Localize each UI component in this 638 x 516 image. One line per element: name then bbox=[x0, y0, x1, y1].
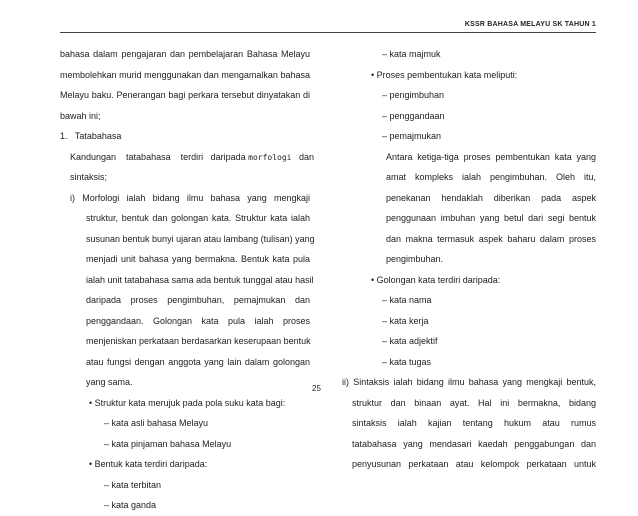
antara-line: penggunaan imbuhan yang betul dari segi bentuk bbox=[386, 213, 596, 223]
list-item: – kata tugas bbox=[382, 356, 432, 367]
bullet-bentuk: • Bentuk kata terdiri daripada: bbox=[89, 459, 208, 469]
kandungan-tail: dan bbox=[291, 151, 315, 162]
paragraph-line: bawah ini; bbox=[60, 110, 101, 121]
morfologi-line: i) Morfologi ialah bidang ilmu bahasa yang mengkaji bbox=[70, 192, 310, 203]
sintaksis-para-line: tatabahasa yang mendasari kaedah penggabungan dan bbox=[352, 438, 596, 449]
antara-line: amat kompleks ialah pengimbuhan. Oleh itu, bbox=[386, 172, 596, 182]
morfologi-line: susunan bentuk bunyi ujaran atau lambang (tulisan) yang bbox=[86, 233, 315, 244]
list-item: – kata adjektif bbox=[382, 336, 438, 346]
list-item: – pengimbuhan bbox=[382, 90, 445, 100]
antara-line: pengimbuhan. bbox=[386, 254, 444, 264]
antara-line: Antara ketiga-tiga proses pembentukan kata yang bbox=[386, 151, 596, 162]
list-item: – pemajmukan bbox=[382, 131, 442, 141]
paragraph-line: bahasa dalam pengajaran dan pembelajaran Bahasa Melayu bbox=[60, 49, 310, 59]
sintaksis-para-line: penyusunan perkataan atau kelompok perkataan untuk bbox=[352, 459, 596, 469]
antara-line: dan makna termasuk aspek baharu dalam proses bbox=[386, 233, 596, 244]
page-number: 25 bbox=[312, 384, 321, 393]
kandungan-line bbox=[60, 147, 315, 168]
bullet-proses: • Proses pembentukan kata meliputi: bbox=[371, 69, 518, 80]
list-item: – kata kerja bbox=[382, 315, 429, 326]
list-item: – kata ganda bbox=[104, 500, 157, 510]
left-column bbox=[60, 44, 315, 516]
morfologi-line: daripada proses pengimbuhan, pemajmukan dan bbox=[86, 295, 310, 305]
morfologi-line: ialah unit tatabahasa sama ada bentuk tunggal atau hasil bbox=[86, 274, 314, 285]
header-title: KSSR BAHASA MELAYU SK TAHUN 1 bbox=[464, 21, 596, 28]
list-item: – kata nama bbox=[382, 295, 432, 305]
sintaksis-para-line: ii) Sintaksis ialah bidang ilmu bahasa yang mengkaji bentuk, bbox=[342, 377, 596, 387]
morfologi-line: menjadi unit bahasa yang bermakna. Bentuk kata pula bbox=[86, 254, 310, 264]
morfologi-line: struktur, bentuk dan golongan kata. Struktur kata ialah bbox=[86, 213, 310, 223]
morfologi-line: yang sama. bbox=[86, 377, 133, 387]
morfologi-line: atau fungsi dengan anggota yang lain dalam golongan bbox=[86, 356, 310, 367]
list-item: – kata terbitan bbox=[104, 479, 162, 490]
antara-line: penekanan hendaklah diberikan pada aspek bbox=[386, 192, 596, 203]
sintaksis-para-line: struktur dan binaan ayat. Hal ini bermakna, bidang bbox=[352, 397, 596, 408]
list-item: – penggandaan bbox=[382, 110, 445, 121]
right-column bbox=[342, 44, 596, 475]
sintaksis-para-line: sintaksis ialah kajian tentang hukum atau rumus bbox=[352, 418, 596, 428]
list-item: – kata pinjaman bahasa Melayu bbox=[104, 438, 232, 449]
bullet-golongan: • Golongan kata terdiri daripada: bbox=[371, 274, 501, 285]
paragraph-line: membolehkan murid menggunakan dan mengamalkan bahasa bbox=[60, 69, 310, 80]
sintaksis-line: sintaksis; bbox=[70, 172, 108, 182]
morfologi-line: penggandaan. Golongan kata pula ialah proses bbox=[86, 315, 310, 326]
kandungan-text: Kandungan tatabahasa terdiri daripada bbox=[70, 151, 249, 162]
morfologi-line: menjeniskan perkataan berdasarkan keserupaan bentuk bbox=[86, 336, 311, 346]
list-item: – kata asli bahasa Melayu bbox=[104, 418, 209, 428]
page-header bbox=[0, 0, 638, 36]
morfologi-term: morfologi bbox=[248, 152, 292, 162]
paragraph-line: Melayu baku. Penerangan bagi perkara tersebut dinyatakan di bbox=[60, 90, 310, 100]
bullet-struktur: • Struktur kata merujuk pada pola suku kata bagi: bbox=[89, 397, 286, 408]
list-item: – kata majmuk bbox=[382, 49, 441, 59]
header-rule bbox=[60, 32, 596, 33]
section-heading: 1. Tatabahasa bbox=[60, 131, 122, 141]
